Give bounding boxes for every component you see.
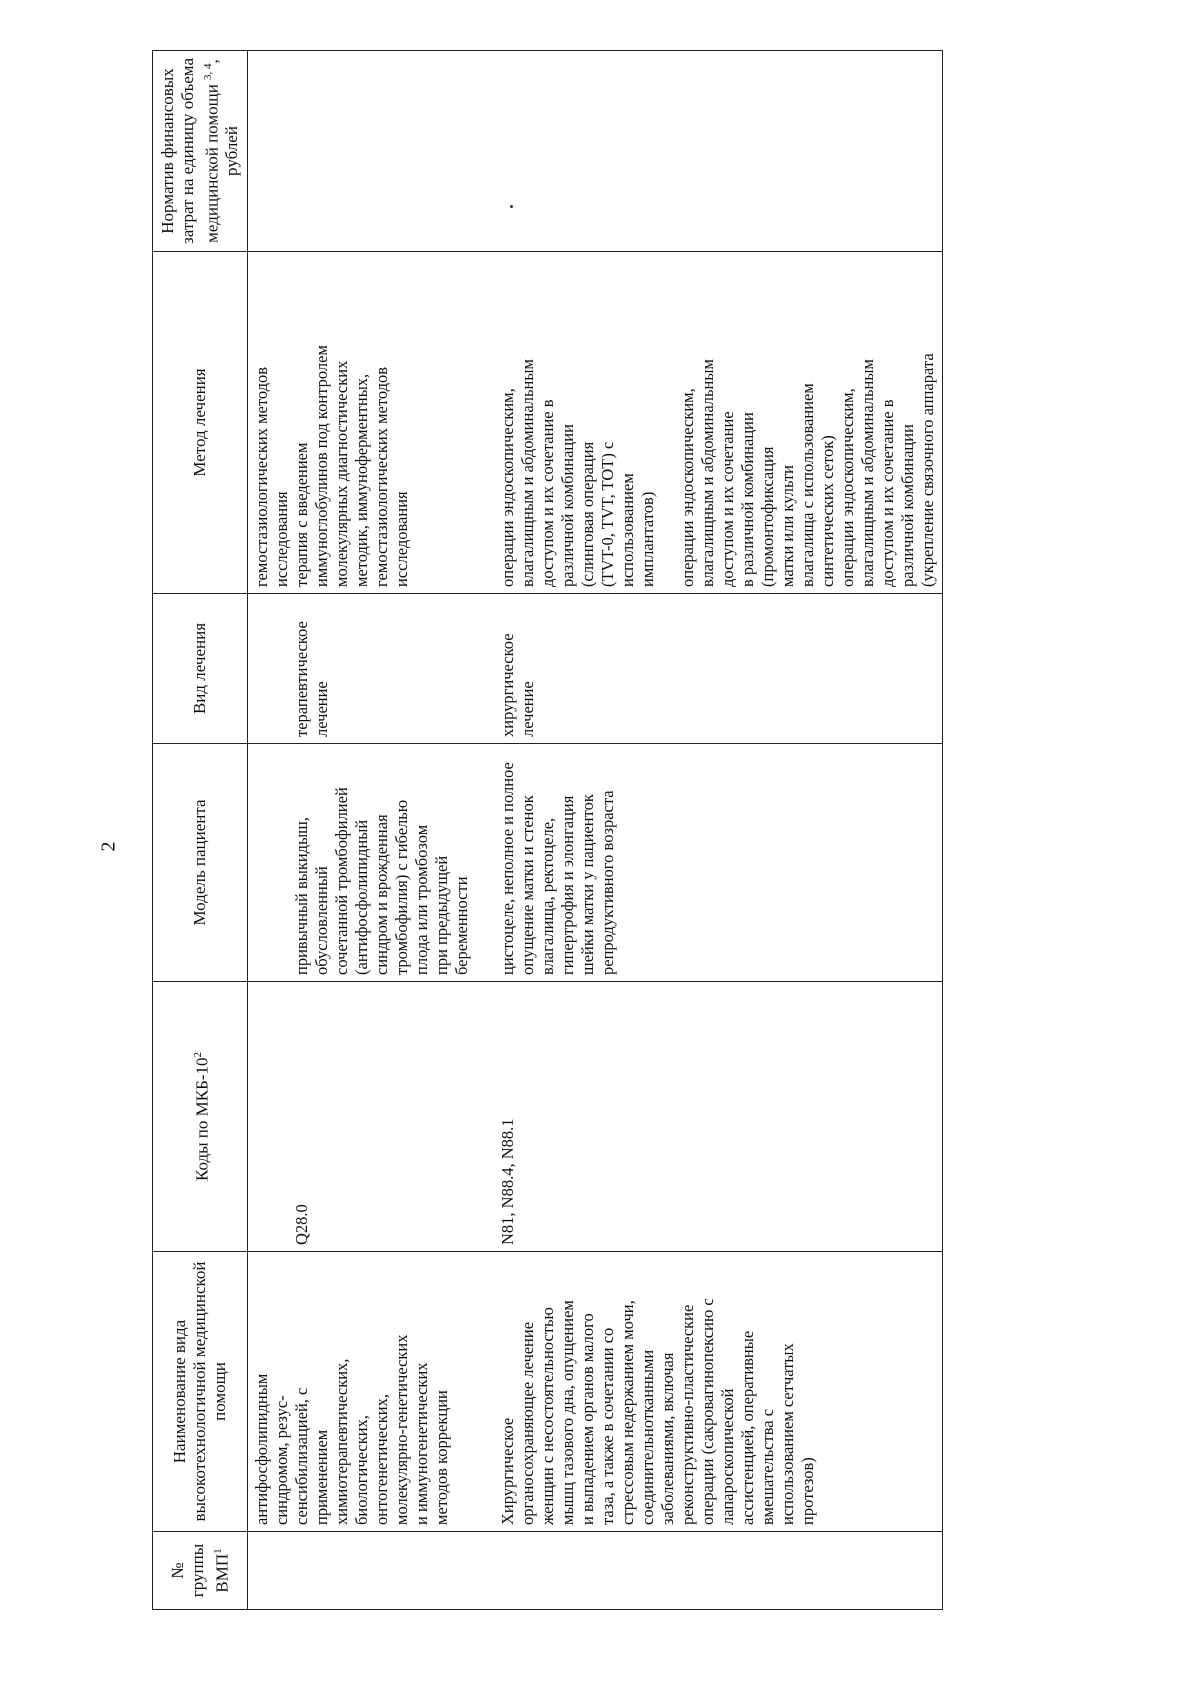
header-num: № группы ВМП$^1$ (153, 1532, 248, 1610)
table-row-spacer (476, 51, 494, 1610)
header-codes: Коды по МКБ-$10^2$ (153, 982, 248, 1252)
cell-num (494, 1532, 943, 1610)
cell-codes: N81, N88.4, N88.1 (494, 982, 943, 1252)
header-norm: Норматив финансовых затрат на единицу объема медицинской помощи $^{3, 4}$, рублей (153, 51, 248, 252)
rotated-table-wrapper (152, 50, 1172, 1610)
table-row (248, 51, 477, 1610)
cell-codes: Q28.0 (248, 982, 477, 1252)
header-type: Вид лечения (153, 594, 248, 744)
table-row (494, 51, 943, 1610)
table-header-row (153, 51, 248, 1610)
cell-norm (248, 51, 477, 252)
page-number: 2 (97, 841, 120, 852)
cell-norm (494, 51, 943, 252)
header-name: Наименование вида высокотехнологичной медицинской помощи (153, 1252, 248, 1532)
cell-name: антифосфолипидным синдромом, резус- сенсибилизацией, с применением химиотерапевтических, биологических, онтогенетических, молекулярно-генетических и иммуногенетических методов коррекции (248, 1252, 477, 1532)
cell-num (248, 1532, 477, 1610)
cell-model: привычный выкидыш, обусловленный сочетанной тромбофилией (антифосфолипидный синдром и врожденная тромбофилия) с гибелью плода или тромбозом при предыдущей беременности (248, 744, 477, 982)
header-model: Модель пациента (153, 744, 248, 982)
header-method: Метод лечения (153, 252, 248, 594)
cell-type: терапевтическое лечение (248, 594, 477, 744)
cell-name: Хирургическое органосохраняющее лечение женщин с несостоятельностью мышц тазового дна, опущением и выпадением органов малого таза, а также в сочетании со стрессовым недержанием мочи, соединительнотканными заболеваниями, включая реконструктивно-пластические операции (сакровагинопексию с лапароскопической ассистенцией, оперативные вмешательства с использованием сетчатых протезов) (494, 1252, 943, 1532)
vmp-table (152, 50, 943, 1610)
cell-method: операции эндоскопическим, влагалищным и абдоминальным доступом и их сочетание в различной комбинации (слинговая операция (TVT-0, TVT, TOT) с использованием имплантатов) операции эндоскопическим, влагалищным и абдоминальным доступом и их сочетание в различной комбинации (промонтофиксация матки или культи влагалища с использованием синтетических сеток) операции эндоскопическим, влагалищным и абдоминальным доступом и их сочетание в различной комбинации (укрепление связочного аппарата (494, 252, 943, 594)
cell-method: гемостазиологических методов исследования терапия с введением иммуноглобулинов под контролем молекулярных диагностических методик, иммуноферментных, гемостазиологических методов исследования (248, 252, 477, 594)
cell-model: цистоцеле, неполное и полное опущение матки и стенок влагалища, ректоцеле, гипертрофия и элонгация шейки матки у пациенток репродуктивного возраста (494, 744, 943, 982)
cell-type: хирургическое лечение (494, 594, 943, 744)
